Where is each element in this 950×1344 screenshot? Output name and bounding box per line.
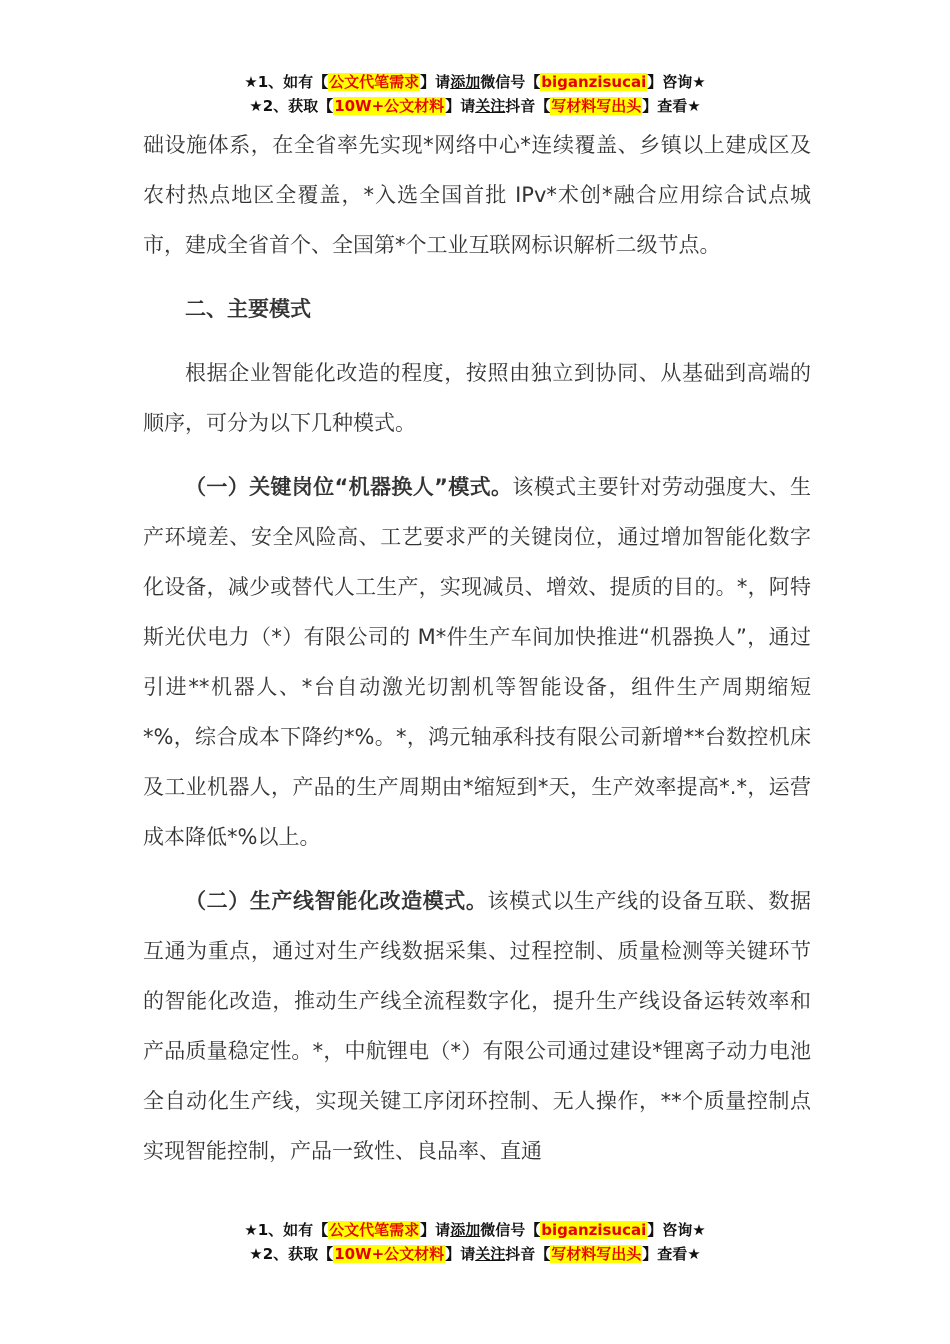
banner-text: ★2、获取【 xyxy=(249,1245,334,1263)
banner-line-2 xyxy=(0,94,950,118)
banner-wechat-id: biganzisucai xyxy=(541,73,647,91)
banner-text: 微信号【 xyxy=(480,73,541,91)
footer-banner xyxy=(0,1218,950,1266)
banner-text: 】请 xyxy=(445,1245,476,1263)
mode-2-title: （二）生产线智能化改造模式。 xyxy=(185,889,488,913)
banner-highlight: 10W+公文材料 xyxy=(334,97,445,115)
mode-1-title: （一）关键岗位“机器换人”模式。 xyxy=(185,475,513,499)
section-heading: 二、主要模式 xyxy=(185,297,311,321)
banner-emphasis: 添加 xyxy=(450,1221,481,1239)
banner-text: ★2、获取【 xyxy=(249,97,334,115)
banner-text: 】咨询★ xyxy=(647,73,706,91)
banner-douyin-id: 写材料写出头 xyxy=(551,1245,642,1263)
banner-douyin-id: 写材料写出头 xyxy=(551,97,642,115)
paragraph-intro: 根据企业智能化改造的程度，按照由独立到协同、从基础到高端的顺序，可分为以下几种模式。 xyxy=(143,361,811,435)
banner-text: ★1、如有【 xyxy=(244,1221,329,1239)
banner-text: ★1、如有【 xyxy=(244,73,329,91)
banner-text: 】咨询★ xyxy=(647,1221,706,1239)
banner-highlight: 公文代笔需求 xyxy=(329,1221,420,1239)
paragraph-mode-2 xyxy=(143,876,811,1176)
banner-text: 微信号【 xyxy=(480,1221,541,1239)
banner-text: 】查看★ xyxy=(642,1245,701,1263)
banner-highlight: 公文代笔需求 xyxy=(329,73,420,91)
banner-emphasis: 关注 xyxy=(475,1245,506,1263)
banner-text: 抖音【 xyxy=(505,1245,551,1263)
banner-wechat-id: biganzisucai xyxy=(541,1221,647,1239)
paragraph-infrastructure: 础设施体系，在全省率先实现*网络中心*连续覆盖、乡镇以上建成区及农村热点地区全覆盖，*入选全国首批 IPv*术创*融合应用综合试点城市，建成全省首个、全国第*个工业互联网标识解析二级节点。 xyxy=(143,133,811,257)
header-banner xyxy=(0,70,950,118)
paragraph-mode-1 xyxy=(143,462,811,862)
banner-text: 抖音【 xyxy=(505,97,551,115)
banner-highlight: 10W+公文材料 xyxy=(334,1245,445,1263)
mode-2-text: 该模式以生产线的设备互联、数据互通为重点，通过对生产线数据采集、过程控制、质量检测等关键环节的智能化改造，推动生产线全流程数字化，提升生产线设备运转效率和产品质量稳定性。*，中航锂电（*）有限公司通过建设*锂离子动力电池全自动化生产线，实现关键工序闭环控制、无人操作，**个质量控制点实现智能控制，产品一致性、良品率、直通 xyxy=(143,889,811,1163)
banner-line-1 xyxy=(0,1218,950,1242)
banner-text: 】请 xyxy=(420,1221,451,1239)
banner-text: 】请 xyxy=(445,97,476,115)
banner-text: 】查看★ xyxy=(642,97,701,115)
mode-1-text: 该模式主要针对劳动强度大、生产环境差、安全风险高、工艺要求严的关键岗位，通过增加智能化数字化设备，减少或替代人工生产，实现减员、增效、提质的目的。*，阿特斯光伏电力（*）有限公司的 M*件生产车间加快推进“机器换人”，通过引进**机器人、*台自动激光切割机等智能设备，组件生产周期缩短*%，综合成本下降约*%。*，鸿元轴承科技有限公司新增**台数控机床及工业机器人，产品的生产周期由*缩短到*天，生产效率提高*.*，运营成本降低*%以上。 xyxy=(143,475,812,849)
banner-emphasis: 关注 xyxy=(475,97,506,115)
banner-line-1 xyxy=(0,70,950,94)
document-body xyxy=(143,120,811,1176)
banner-line-2 xyxy=(0,1242,950,1266)
banner-text: 】请 xyxy=(420,73,451,91)
banner-emphasis: 添加 xyxy=(450,73,481,91)
